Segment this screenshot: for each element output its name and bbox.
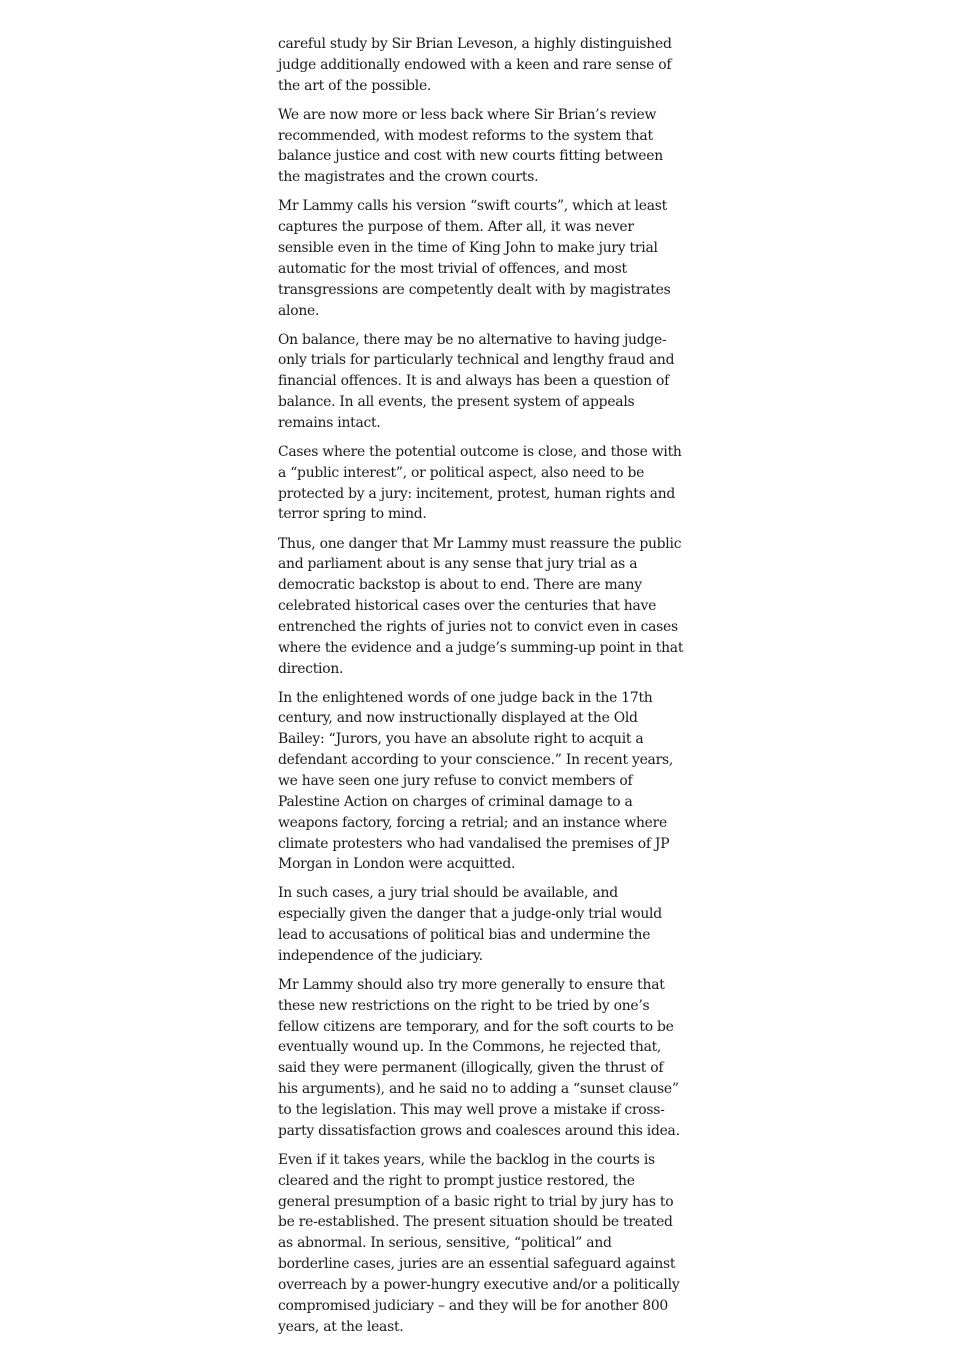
- paragraph-10: Even if it takes years, while the backlog in the courts is cleared and the right to prompt justice restored, the general presumption of a basic right to trial by jury has to be re-established. The present situation should be treated as abnormal. In serious, sensitive, “political” and borderline cases, juries are an essential safeguard against overreach by a power-hungry executive and/or a politically compromised judiciary – and they will be for another 800 years, at the least.: [278, 1151, 680, 1335]
- paragraph-4: On balance, there may be no alternative to having judge-only trials for particularly technical and lengthy fraud and financial offences. It is and always has been a question of balance. In all events, the present system of appeals remains intact.: [278, 331, 675, 431]
- paragraph-9: Mr Lammy should also try more generally to ensure that these new restrictions on the right to be tried by one’s fellow citizens are temporary, and for the soft courts to be eventually wound up. In the Commons, he rejected that, said they were permanent (illogically, given the thrust of his arguments), and he said no to adding a “sunset clause” to the legislation. This may well prove a mistake if cross-party dissatisfaction grows and coalesces around this idea.: [278, 976, 680, 1139]
- article-body: [278, 34, 686, 1346]
- paragraph-7: In the enlightened words of one judge back in the 17th century, and now instructionally displayed at the Old Bailey: “Jurors, you have an absolute right to acquit a defendant according to your conscience.” In recent years, we have seen one jury refuse to convict members of Palestine Action on charges of criminal damage to a weapons factory, forcing a retrial; and an instance where climate protesters who had vandalised the premises of JP Morgan in London were acquitted.: [278, 689, 674, 873]
- paragraph-3: Mr Lammy calls his version “swift courts”, which at least captures the purpose of them. After all, it was never sensible even in the time of King John to make jury trial automatic for the most trivial of offences, and most transgressions are competently dealt with by magistrates alone.: [278, 198, 671, 319]
- paragraph-8: In such cases, a jury trial should be available, and especially given the danger that a judge-only trial would lead to accusations of political bias and undermine the independence of the judiciary.: [278, 885, 662, 964]
- paragraph-6: Thus, one danger that Mr Lammy must reassure the public and parliament about is any sense that jury trial as a democratic backstop is about to end. There are many celebrated historical cases over the centuries that have entrenched the rights of juries not to convict even in cases where the evidence and a judge’s summing-up point in that direction.: [278, 535, 684, 677]
- paragraph-1: careful study by Sir Brian Leveson, a highly distinguished judge additionally endowed with a keen and rare sense of the art of the possible.: [278, 36, 672, 94]
- paragraph-5: Cases where the potential outcome is close, and those with a “public interest”, or political aspect, also need to be protected by a jury: incitement, protest, human rights and terror spring to mind.: [278, 443, 682, 523]
- paragraph-2: We are now more or less back where Sir Brian’s review recommended, with modest reforms to the system that balance justice and cost with new courts fitting between the magistrates and the crown courts.: [278, 106, 663, 186]
